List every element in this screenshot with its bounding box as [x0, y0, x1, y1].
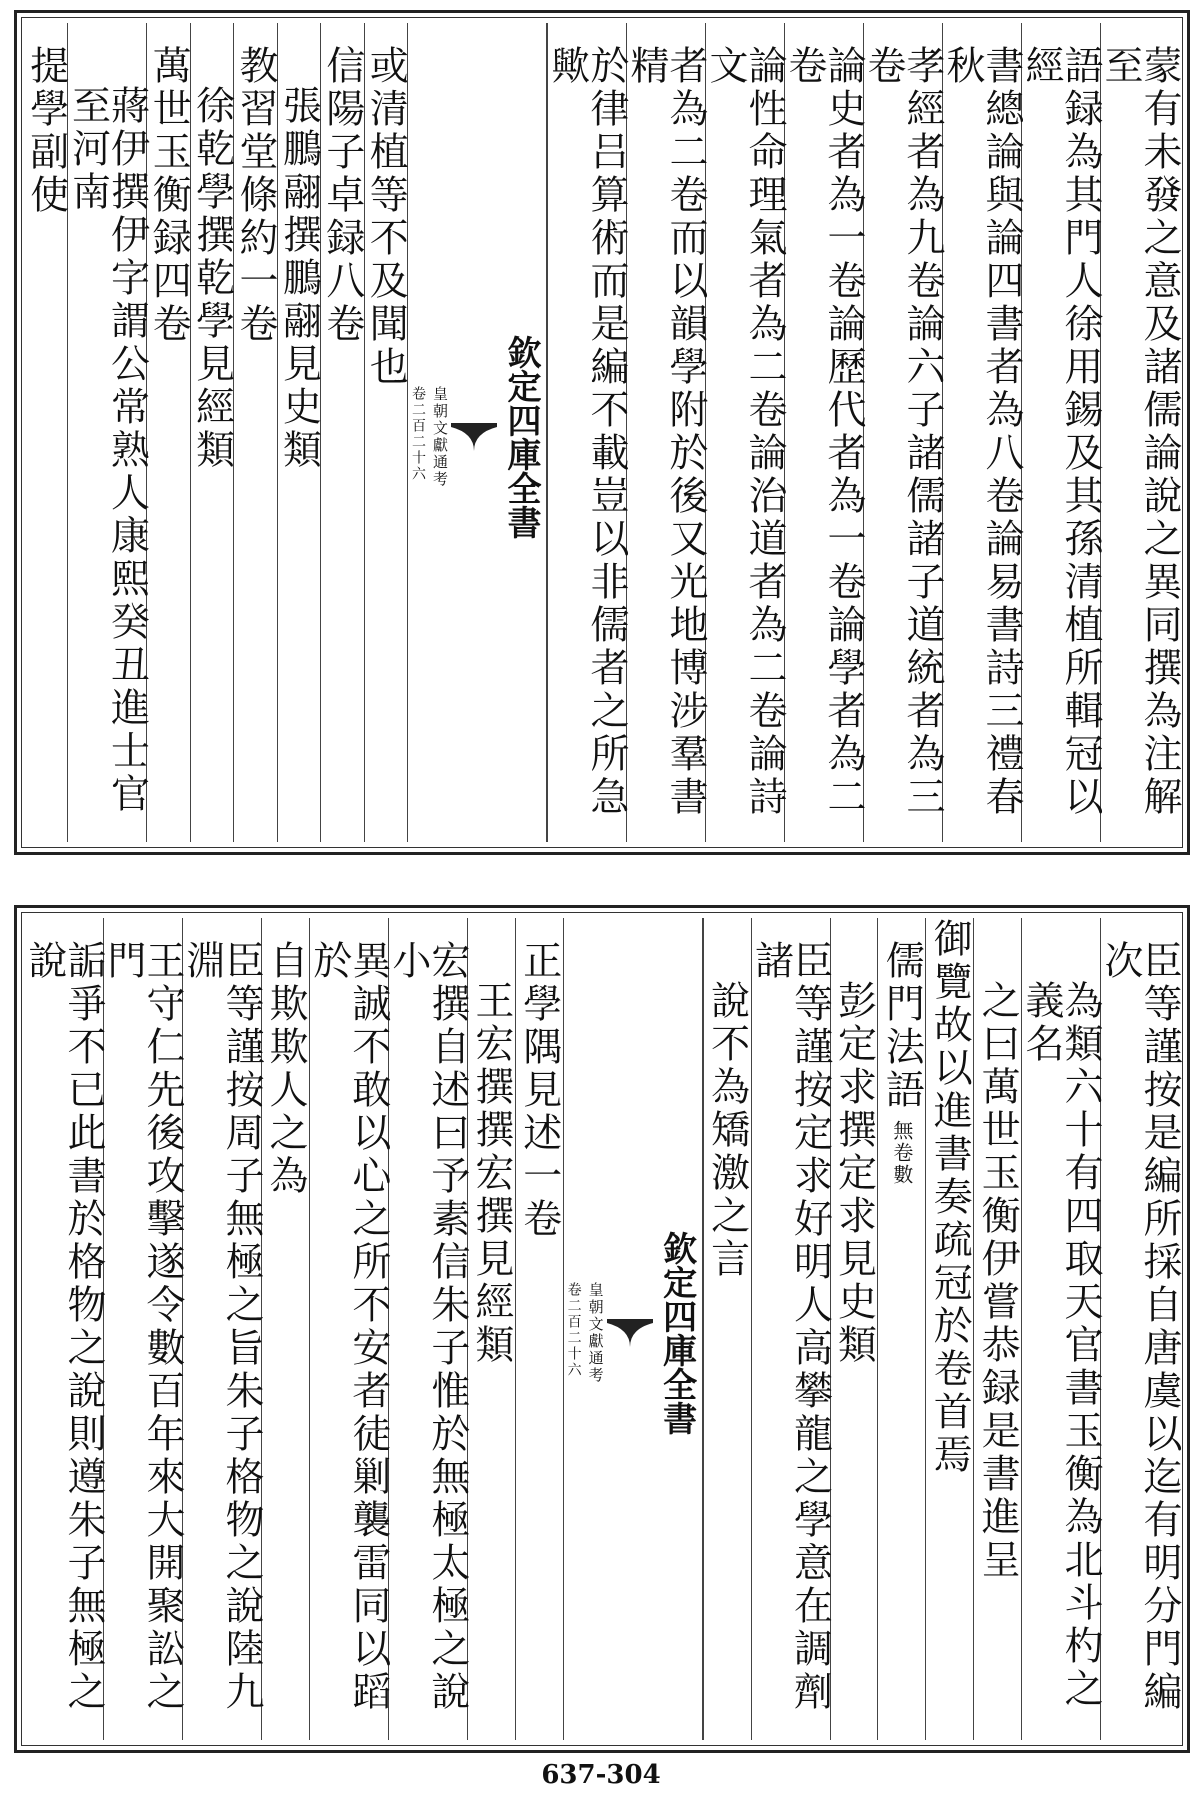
top-page — [14, 10, 1190, 855]
center-volume: 卷二百二十六 — [565, 1282, 582, 1378]
text-column: 書總論與論四書者為八卷論易書詩三禮春秋 — [942, 23, 1021, 842]
bottom-columns — [22, 918, 1182, 1740]
text-column: 論性命理氣者為二卷論治道者為二卷論詩文 — [705, 23, 784, 842]
annotation-note: 無卷數 — [889, 1120, 914, 1186]
text-column: 臣等謹按是編所採自唐虞以迄有明分門編次 — [1100, 918, 1179, 1740]
text-column: 詬爭不已此書於格物之說則遵朱子無極之說 — [22, 940, 106, 1714]
text-column: 自欺欺人之為 — [261, 918, 309, 1740]
elevated-text: 御覽故以進書奏疏冠於卷首焉 — [927, 918, 973, 1477]
text-column: 信陽子卓録八卷 — [320, 23, 363, 842]
text-column: 或清植等不及聞也 — [364, 23, 407, 842]
text-column: 王守仁先後攻擊遂令數百年來大開聚訟之門 — [103, 918, 182, 1740]
text-column: 萬世玉衡録四卷 — [146, 23, 189, 842]
text-column — [877, 918, 925, 1740]
text-column: 教習堂條約一卷 — [233, 23, 276, 842]
text-column: 語録為其門人徐用錫及其孫清植所輯冠以經 — [1021, 23, 1100, 842]
fish-tail-mark-icon — [607, 1319, 653, 1347]
text-column: 說不為矯激之言 — [703, 918, 751, 1740]
top-columns — [23, 23, 1182, 842]
text-column: 於律吕算術而是編不載豈以非儒者之所急歟 — [547, 23, 626, 842]
center-book: 皇朝文獻通考 — [431, 385, 449, 488]
text-column: 論史者為一卷論歷代者為一卷論學者為二卷 — [784, 23, 863, 842]
center-volume: 卷二百二十六 — [410, 385, 426, 482]
text-column: 張鵬翮撰鵬翮見史類 — [277, 23, 320, 842]
text-column: 為類六十有四取天官書玉衡為北斗杓之義名 — [1021, 918, 1100, 1740]
text-column: 者為二卷而以韻學附於後又光地博涉羣書精 — [626, 23, 705, 842]
center-subtitle — [564, 1282, 607, 1384]
text-column: 正學隅見述一卷 — [515, 918, 563, 1740]
text-column: 孝經者為九卷論六子諸儒諸子道統者為三卷 — [863, 23, 942, 842]
folio-number: 637-304 — [541, 1760, 661, 1790]
center-subtitle — [408, 386, 451, 488]
text-column: 蔣伊撰伊字謂公常熟人康熙癸丑進士官至河南 — [67, 23, 146, 842]
text-column: 宏撰自述曰予素信朱子惟於無極太極之說小 — [388, 918, 467, 1740]
center-margin — [407, 23, 547, 842]
text-column: 臣等謹按定求好明人高攀龍之學意在調劑諸 — [751, 918, 830, 1740]
text-column: 蒙有未發之意及諸儒論說之異同撰為注解至 — [1100, 23, 1179, 842]
center-title: 欽定四庫全書 — [656, 1231, 697, 1435]
text-column: 王宏撰撰宏撰見經類 — [467, 918, 515, 1740]
center-margin — [563, 918, 703, 1740]
elevated-column — [925, 918, 973, 1740]
text-column: 異誠不敢以心之所不安者徒剿襲雷同以蹈於 — [309, 918, 388, 1740]
text-column: 徐乾學撰乾學見經類 — [190, 23, 233, 842]
text-column: 臣等謹按周子無極之旨朱子格物之說陸九淵 — [182, 918, 261, 1740]
text-column: 之曰萬世玉衡伊嘗恭録是書進呈 — [973, 918, 1021, 1740]
center-title: 欽定四庫全書 — [501, 334, 541, 539]
fish-tail-mark-icon — [451, 423, 497, 451]
bottom-page — [14, 905, 1190, 1753]
text-column: 提學副使 — [23, 45, 69, 217]
text-column: 彭定求撰定求見史類 — [830, 918, 878, 1740]
center-book: 皇朝文獻通考 — [586, 1282, 605, 1384]
title-text: 儒門法語 — [879, 940, 925, 1112]
